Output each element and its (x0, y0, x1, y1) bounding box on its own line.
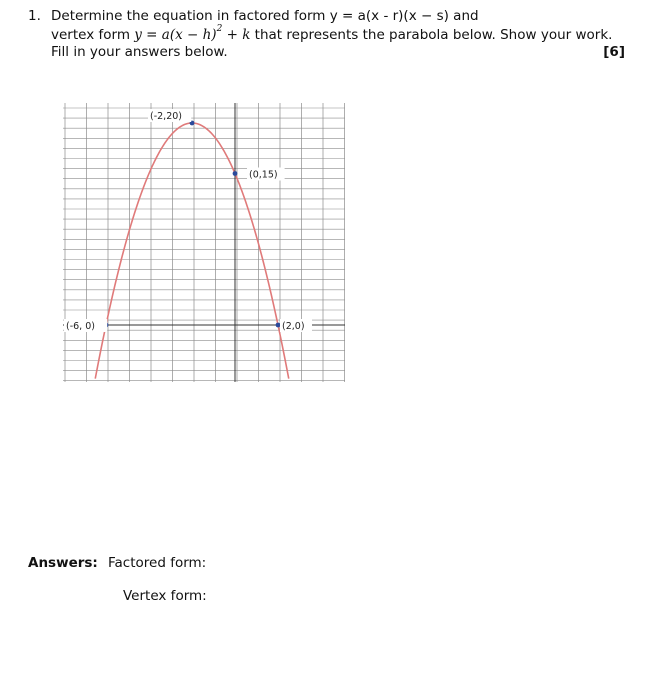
grid (63, 103, 345, 382)
points (64, 109, 312, 332)
question-number: 1. (28, 8, 41, 24)
question-line-2-post: that represents the parabola below. Show your work. (250, 27, 613, 43)
vertex-form-label: Vertex form: (123, 588, 207, 604)
point-label: (-2,20) (150, 111, 182, 122)
point-label: (2,0) (282, 321, 305, 332)
exponent: 2 (216, 24, 223, 34)
vertex-form-formula-b: + k (222, 27, 251, 43)
answers-label: Answers: (28, 555, 98, 571)
point-label: (-6, 0) (66, 321, 95, 332)
parabola-graph (60, 100, 350, 390)
point-marker (233, 171, 238, 176)
marks: [6] (603, 44, 625, 60)
question-line-3: Fill in your answers below. (51, 44, 228, 60)
factored-form-label: Factored form: (108, 555, 207, 571)
vertex-form-formula-a: y = a(x − h) (134, 27, 217, 43)
vertex-form-formula (134, 24, 251, 43)
point-marker (276, 323, 281, 328)
question-line-2-pre: vertex form (51, 27, 135, 43)
question-line-1: Determine the equation in factored form y = a(x - r)(x − s) and (51, 8, 479, 24)
point-label: (0,15) (249, 169, 278, 181)
question-line-2 (51, 24, 613, 43)
